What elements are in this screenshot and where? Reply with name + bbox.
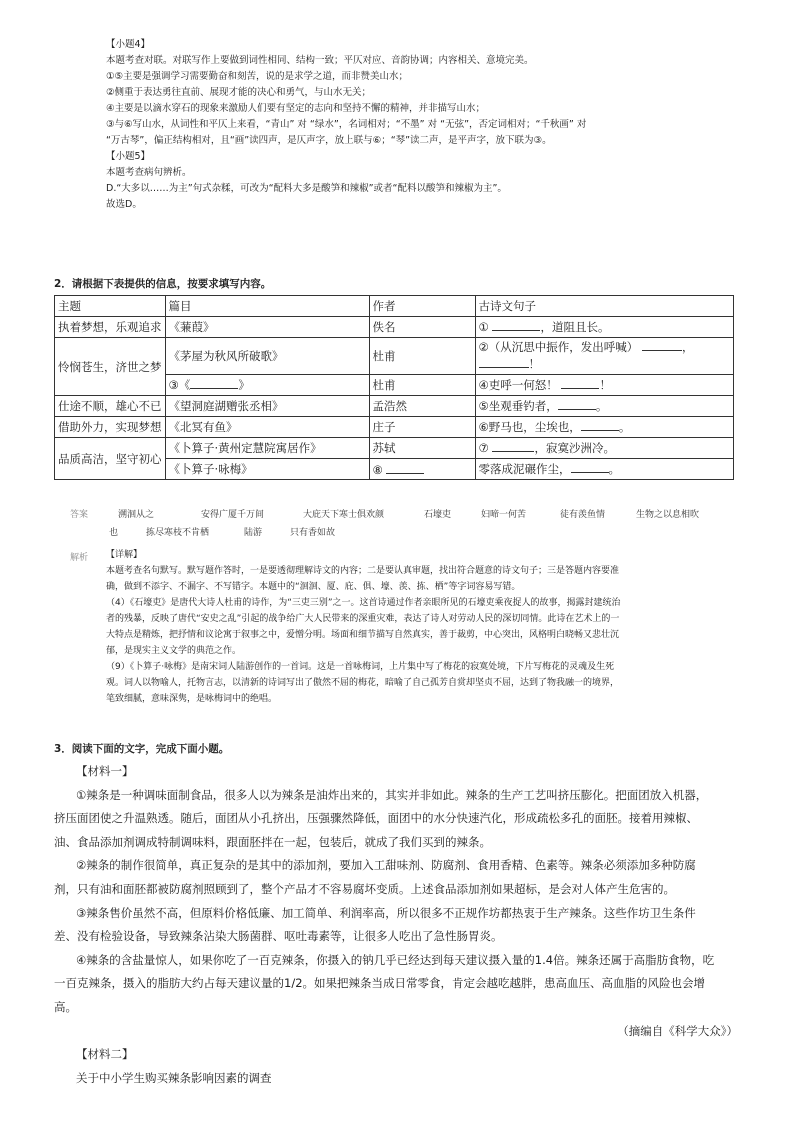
answer-item: 只有香如故	[290, 528, 336, 538]
row-sentence: ④吏呼一何怒！ ！	[475, 375, 734, 396]
row-theme: 仕途不顺，雄心不已	[55, 396, 166, 417]
row-sentence: ⑦ ，寂寞沙洲冷。	[475, 438, 734, 459]
poetry-table	[54, 295, 734, 480]
explanation-line: 【小题5】	[106, 151, 151, 162]
answer-item: 徒有羡鱼情	[560, 510, 606, 520]
analysis-line: 郁，是现实主义文学的典范之作。	[106, 646, 242, 656]
row-title: 《望洞庭湖赠张丞相》	[165, 396, 369, 417]
explanation-line: 本题考查对联。对联写作上要做到词性相同、结构一致；平仄对应、音韵协调；内容相关、意境完美。	[106, 55, 534, 66]
paragraph-2: ②辣条的制作很简单，真正复杂的是其中的添加剂，要加入工甜味剂、防腐剂、食用香精、色素等。辣条必须添加多种防腐 剂，只有油和面胚都被防腐剂照顾到了，整个产品才不容易腐坏变质。上述食品添加剂如果超标，是会对人体产生危害的。	[54, 858, 696, 896]
analysis-line: 大特点是精炼，把抒情和议论寓于叙事之中，爱憎分明。场面和细节描写自然真实，善于裁剪，中心突出，风格明白晓畅又悲壮沉	[106, 630, 620, 640]
fill-blank[interactable]	[386, 462, 424, 474]
fill-blank[interactable]	[492, 319, 540, 331]
reading-material	[54, 760, 738, 1090]
row-title: 《蒹葭》	[165, 317, 369, 338]
fill-blank[interactable]	[581, 419, 619, 431]
material-1-label: 【材料一】	[76, 764, 134, 778]
analysis-line: 确，做到不添字、不漏字、不写错字。本题中的“洄洄、厦、庇、俱、壕、羡、拣、栖”等字词容易写错。	[106, 582, 521, 592]
answer-item: 安得广厦千万间	[201, 510, 265, 520]
answer-item: 溯洄从之	[118, 510, 155, 520]
analysis-line: 笔致细腻，意味深隽，是咏梅词中的绝唱。	[106, 694, 278, 704]
source-citation: （摘编自《科学大众》）	[617, 1023, 738, 1038]
analysis-line: （4）《石壕吏》是唐代大诗人杜甫的诗作，为“三吏三别”之一。这首诗通过作者亲眼所见的石壕吏乘夜捉人的故事，揭露封建统治	[106, 598, 621, 608]
fill-blank[interactable]	[561, 377, 599, 389]
table-row	[55, 317, 734, 338]
header-author: 作者	[369, 296, 475, 317]
row-author: 杜甫	[369, 338, 475, 375]
explanation-line: “万古琴”，偏正结构相对，且“画”读四声，是仄声字，放上联与⑥；“琴”读二声，是平声字，放下联为③。	[106, 135, 552, 146]
row-author: 杜甫	[369, 375, 475, 396]
fill-blank[interactable]	[558, 398, 596, 410]
row-sentence: ⑤坐观垂钓者， 。	[475, 396, 734, 417]
table-row	[55, 438, 734, 459]
explanation-line: ①⑤主要是强调学习需要勤奋和刻苦，说的是求学之道，而非赞美山水；	[106, 71, 409, 82]
analysis-label: 解析	[70, 553, 89, 563]
table-row	[55, 338, 734, 375]
question-2-title: 2．请根据下表提供的信息，按要求填写内容。	[54, 278, 272, 290]
analysis-line: 本题考查名句默写。默写题作答时，一是要透彻理解诗文的内容；二是要认真审题，找出符合题意的诗文句子；三是答题内容要准	[106, 566, 620, 576]
row-author: ⑧	[369, 459, 475, 480]
explanation-line: 故选D。	[106, 199, 142, 210]
table-row	[55, 396, 734, 417]
question-3-title: 3．阅读下面的文字，完成下面小题。	[54, 743, 230, 755]
row-theme: 执着梦想，乐观追求	[55, 317, 166, 338]
row-sentence: ②（从沉思中振作，发出呼喊） ， ！	[475, 338, 734, 375]
row-author: 苏轼	[369, 438, 475, 459]
answer-item: 拣尽寒枝不肯栖	[146, 528, 210, 538]
material-2-label: 【材料二】	[76, 1047, 134, 1062]
analysis-line: 者的残暴，反映了唐代“安史之乱”引起的战争给广大人民带来的深重灾难，表达了诗人对劳动人民的深切同情。此诗在艺术上的一	[106, 614, 620, 624]
explanation-line: ④主要是以滴水穿石的现象来激励人们要有坚定的志向和坚持不懈的精神，并非描写山水；	[106, 103, 486, 114]
table-row	[55, 417, 734, 438]
analysis-line: 【详解】	[106, 550, 143, 560]
row-theme: 品质高洁，坚守初心	[55, 438, 166, 480]
analysis-line: （9）《卜算子·咏梅》是南宋词人陆游创作的一首词。这是一首咏梅词，上片集中写了梅花的寂寞处境，下片写梅花的灵魂及生死	[106, 662, 615, 672]
row-author: 佚名	[369, 317, 475, 338]
answer-item: 石壕吏	[424, 510, 452, 520]
row-sentence: 零落成泥碾作尘， 。	[475, 459, 734, 480]
fill-blank[interactable]	[492, 440, 534, 452]
row-title: ③《 》	[165, 375, 369, 396]
fill-blank[interactable]	[571, 461, 609, 473]
row-sentence: ① ，道阻且长。	[475, 317, 734, 338]
row-sentence: ⑥野马也，尘埃也， 。	[475, 417, 734, 438]
explanation-top	[106, 37, 726, 213]
header-title: 篇目	[165, 296, 369, 317]
answer-item: 陆游	[244, 528, 263, 538]
paragraph-4: ④辣条的含盐量惊人，如果你吃了一百克辣条，你摄入的钠几乎已经达到每天建议摄入量的1.4倍。辣条还属于高脂肪食物，吃 一百克辣条，摄入的脂肪大约占每天建议量的1/2。如果把辣条当成日常零食，肯定会越吃越胖，患高血压、高血脂的风险也会增 高。	[54, 952, 715, 1014]
header-sentence: 古诗文句子	[475, 296, 734, 317]
paragraph-3: ③辣条售价虽然不高，但原料价格低廉、加工简单、利润率高，所以很多不正规作坊都热衷于生产辣条。这些作坊卫生条件 差、没有检验设备，导致辣条沾染大肠菌群、呕吐毒素等，让很多人吃出了急性肠胃炎。	[54, 905, 696, 944]
answer-item: 大庇天下寒士俱欢颜	[303, 510, 385, 520]
material-2-title: 关于中小学生购买辣条影响因素的调查	[76, 1070, 272, 1085]
row-title: 《茅屋为秋风所破歌》	[165, 338, 369, 375]
answer-item: 生物之以息相吹	[636, 510, 700, 520]
fill-blank[interactable]	[642, 339, 682, 351]
table-header-row	[55, 296, 734, 317]
row-theme: 借助外力，实现梦想	[55, 417, 166, 438]
paragraph-1: ①辣条是一种调味面制食品，很多人以为辣条是油炸出来的，其实并非如此。辣条的生产工艺叫挤压膨化。把面团放入机器， 挤压面团使之升温熟透。随后，面团从小孔挤出，压强骤然降低，面团中的水分快速汽化，形成疏松多孔的面胚。接着用辣椒、 油、食品添加剂调成特制调味料，跟面胚拌在一起，包装后，就成了我们买到的辣条。	[54, 787, 708, 849]
row-author: 庄子	[369, 417, 475, 438]
row-title: 《卜算子·黄州定慧院寓居作》	[165, 438, 369, 459]
explanation-line: 本题考查病句辨析。	[106, 167, 192, 178]
answer-item: 妇啼一何苦	[481, 510, 527, 520]
explanation-line: ③与⑥写山水，从词性和平仄上来看，“青山” 对 “绿水”，名词相对；“不墨” 对 “无弦”，否定词相对；“千秋画” 对	[106, 119, 587, 130]
explanation-line: D.“大多以……为主”句式杂糅，可改为“配料大多是酸笋和辣椒”或者“配料以酸笋和辣椒为主”。	[106, 183, 507, 194]
explanation-line: ②侧重于表达勇往直前、展现才能的决心和勇气，与山水无关；	[106, 87, 372, 98]
row-title: 《卜算子·咏梅》	[165, 459, 369, 480]
header-theme: 主题	[55, 296, 166, 317]
row-author: 孟浩然	[369, 396, 475, 417]
analysis-text	[106, 547, 726, 707]
fill-blank[interactable]	[190, 377, 238, 389]
answer-label: 答案	[70, 510, 89, 520]
row-title: 《北冥有鱼》	[165, 417, 369, 438]
answer-item: 也	[109, 528, 119, 538]
explanation-line: 【小题4】	[106, 39, 151, 50]
fill-blank[interactable]	[479, 356, 529, 368]
row-theme: 怜悯苍生，济世之梦	[55, 338, 166, 396]
analysis-line: 观。词人以物喻人，托物言志，以清新的诗词写出了傲然不屈的梅花，暗喻了自己孤芳自赏却坚贞不屈，达到了物我融一的境界，	[106, 678, 620, 688]
